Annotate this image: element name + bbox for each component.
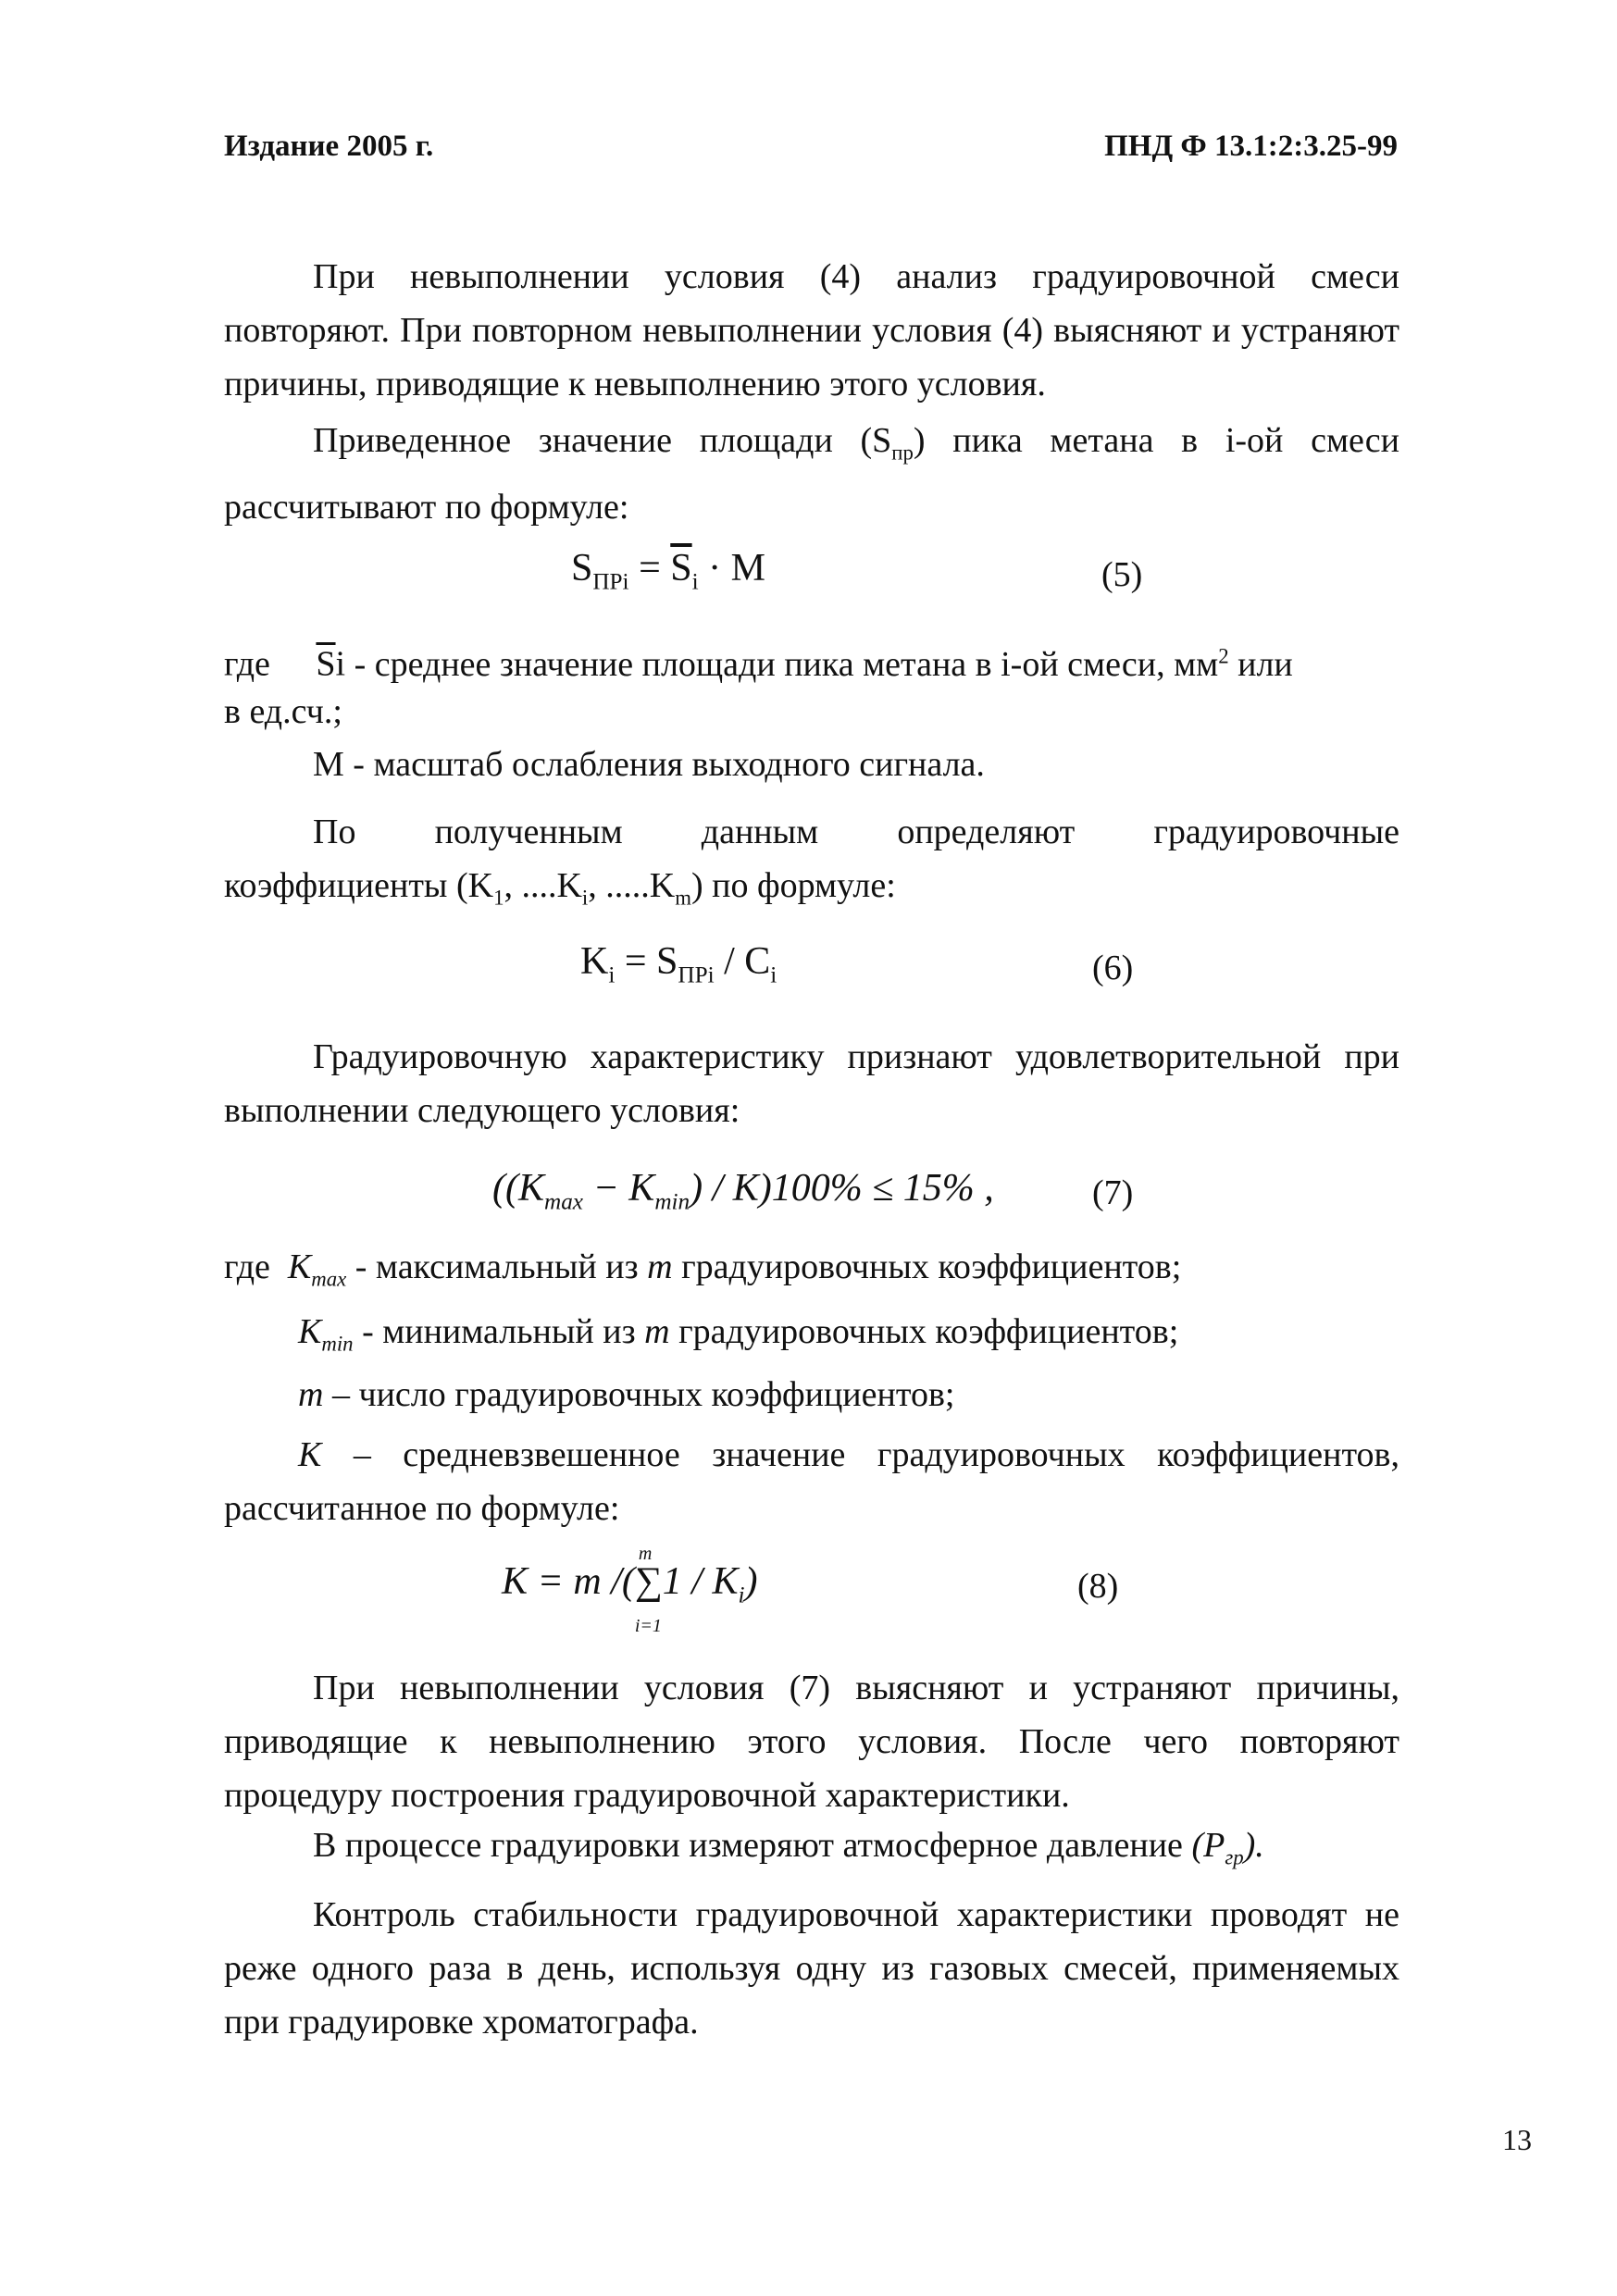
- formula-8: K = m /(∑ m i=1 $1 / K_i$): [502, 1544, 758, 1636]
- formula-5-number: (5): [1101, 555, 1143, 594]
- si-symbol: $\overline{S}$: [316, 644, 336, 684]
- definition-kmax: где $K_{max}$ - максимальный из m градуировочных коэффициентов;: [224, 1247, 1182, 1291]
- paragraph-repeat-procedure: При невыполнении условия (7) выясняют и устраняют причины, приводящие к невыполнению этого условия. После чего повторяют процедуру построения градуировочной характеристики.: [224, 1669, 1399, 1815]
- header-edition: Издание 2005 г.: [224, 130, 434, 163]
- paragraph-repeat-analysis: При невыполнении условия (4) анализ градуировочной смеси повторяют. При повторном невыполнении условия (4) выясняют и устраняют причины, приводящие к невыполнению этого условия.: [224, 257, 1399, 403]
- paragraph-acceptance: Градуировочную характеристику признают удовлетворительной при выполнении следующего условия:: [224, 1037, 1399, 1130]
- definition-si: где $\overline{S}i$ - среднее значение площади пика метана в i-ой смеси, $мм^2$ или: [224, 644, 1293, 684]
- header-document-code: ПНД Ф 13.1:2:3.25-99: [1104, 130, 1398, 163]
- paragraph-stability-control: Контроль стабильности градуировочной характеристики проводят не реже одного раза в день, используя одну из газовых смесей, применяемых при градуировке хроматографа.: [224, 1895, 1399, 2042]
- definition-kmin: $K_{min}$ - минимальный из m градуировочных коэффициентов;: [298, 1312, 1179, 1356]
- formula-6-number: (6): [1092, 949, 1134, 987]
- definition-m-count: m – число градуировочных коэффициентов;: [298, 1375, 955, 1414]
- formula-6: $K_i = S_{ПРi} / C_i$: [580, 940, 777, 988]
- paragraph-pressure: В процессе градуировки измеряют атмосферное давление $(P_{гр})$.: [313, 1826, 1264, 1869]
- definition-m: М - масштаб ослабления выходного сигнала.: [313, 745, 985, 784]
- formula-8-number: (8): [1077, 1567, 1119, 1606]
- page-number: 13: [1502, 2123, 1532, 2156]
- definition-si-continued: в ед.сч.;: [224, 692, 342, 731]
- paragraph-reduced-area: Приведенное значение площади $(S_{пр})$ пика метана в i-ой смеси рассчитывают по формуле:: [224, 421, 1399, 527]
- definition-k-average: K – средневзвешенное значение градуировочных коэффициентов, рассчитанное по формуле:: [224, 1435, 1399, 1528]
- formula-7-number: (7): [1092, 1173, 1134, 1212]
- formula-5: $S_{ПРi} = \overline{S}_i \cdot M$: [571, 547, 765, 595]
- formula-7: $((K_{max} - K_{min}) / K)100\% \le 15\%$ ,: [492, 1167, 994, 1215]
- page-body: [224, 0, 1399, 2296]
- paragraph-coefficients: По полученным данным определяют градуировочные коэффициенты ($K_1$, $....K_i$, $.....K_m$) по формуле:: [224, 813, 1399, 910]
